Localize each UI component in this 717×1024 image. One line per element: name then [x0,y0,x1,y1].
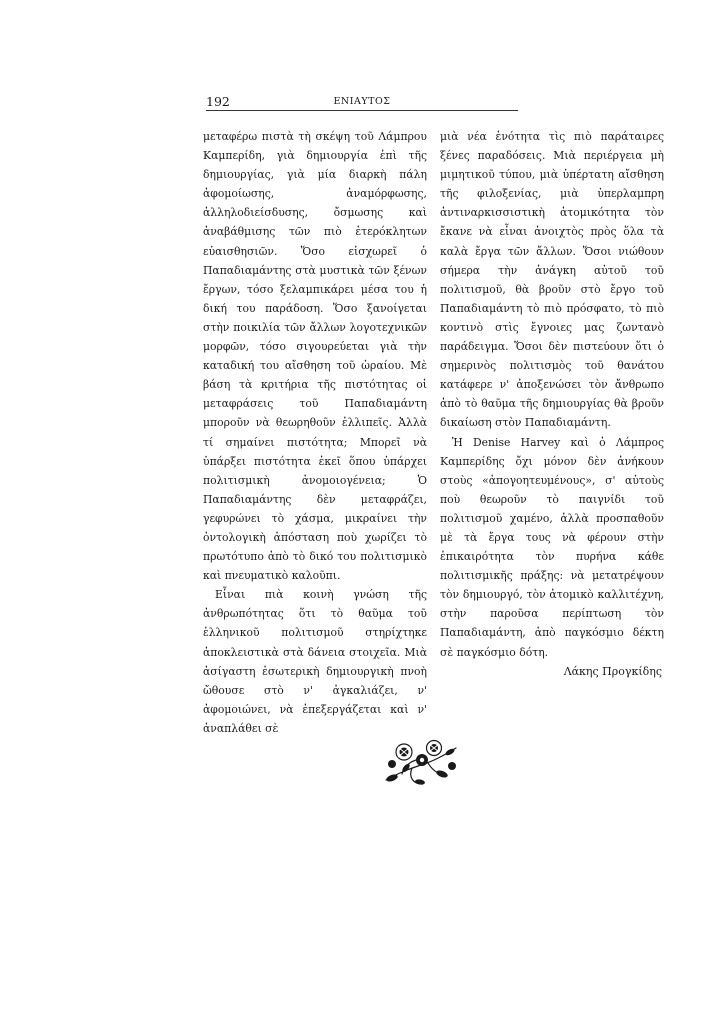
running-title: ΕΝΙΑΥΤΟΣ [333,96,391,107]
right-column [440,127,664,681]
left-column [203,127,427,738]
page-number: 192 [206,94,230,109]
author-signature: Λάκης Προγκίδης [563,664,662,678]
paragraph: Ἡ Denise Harvey καὶ ὁ Λάμπρος Καμπερίδης ὄχι μόνον δὲν ἀνήκουν στοὺς «ἀπογοητευμένους», σ' αὐτοὺς ποὺ θεωροῦν τὸ παιγνίδι τοῦ πολιτισμοῦ χαμένο, ἀλλὰ προσπαθοῦν μὲ τὰ ἔργα τους νὰ φέρουν στὴν ἐπικαιρότητα τὸν πυρήνα κάθε πολιτισμικῆς πράξης: νὰ μετατρέψουν τὸν δημιουργό, τὸν ἀτομικὸ καλλιτέχνη, στὴν παροῦσα περίπτωση τὸν Παπαδιαμάντη, ἀπὸ παγκόσμιο δέκτη σὲ παγκόσμιο δότη. [440,435,664,659]
floral-vignette-icon [382,738,460,788]
paragraph: μιὰ νέα ἑνότητα τὶς πιὸ παράταιρες ξένες παραδόσεις. Μιὰ περιέργεια μὴ μιμητικοῦ τύπου, μιὰ ὑπέρτατη αἴσθηση τῆς φιλοξενίας, μιὰ ὑπερλαμπρη ἀντιναρκισσιστικὴ ἀτομικότητα τὸν ἔκανε νὰ εἶναι ἀνοιχτὸς πρὸς ὅλα τὰ καλὰ ἔργα τῶν ἄλλων. Ὅσοι νιώθουν σήμερα τὴν ἀνάγκη αὐτοῦ τοῦ πολιτισμοῦ, θὰ βροῦν στὸ ἔργο τοῦ Παπαδιαμάντη τὸ πιὸ πρόσφατο, τὸ πιὸ κοντινὸ στὶς ἔγνοιες μας ζωντανὸ παράδειγμα. Ὅσοι δὲν πιστεύουν ὅτι ὁ σημερινὸς πολιτισμὸς τοῦ θανάτου κατάφερε ν' ἀποξενώσει τὸν ἄνθρωπο ἀπὸ τὸ θαῦμα τῆς δημιουργίας θὰ βροῦν δικαίωση στὸν Παπαδιαμάντη. [440,130,664,430]
running-header [206,96,518,111]
paragraph: Εἶναι πιὰ κοινὴ γνώση τῆς ἀνθρωπότητας ὅτι τὸ θαῦμα τοῦ ἑλληνικοῦ πολιτισμοῦ στηρίχτηκε ἀποκλειστικὰ στὰ δάνεια στοιχεῖα. Μιὰ ἀσίγαστη ἐσωτερικὴ δημιουργικὴ πνοὴ ὤθουσε στὸ ν' ἀγκαλιάζει, ν' ἀφομοιώνει, νὰ ἐπεξεργάζεται καὶ ν' ἀναπλάθει σὲ [203,588,427,735]
paragraph: μεταφέρω πιστὰ τὴ σκέψη τοῦ Λάμπρου Καμπερίδη, γιὰ δημιουργία ἐπὶ τῆς δημιουργίας, γιὰ μία διαρκὴ πάλη ἀφομοίωσης, ἀναμόρφωσης, ἀλληλοδιείσδυσης, ὄσμωσης καὶ ἀναβάθμισης τῶν πιὸ ἑτερόκλητων εὐαισθησιῶν. Ὅσο εἰσχωρεῖ ὁ Παπαδιαμάντης στὰ μυστικὰ τῶν ξένων ἔργων, τόσο ξελαμπικάρει μέσα του ἡ δική του παράδοση. Ὅσο ξανοίγεται στὴν ποικιλία τῶν ἄλλων λογοτεχνικῶν μορφῶν, τόσο σιγουρεύεται γιὰ τὴν καταδική του αἴσθηση τοῦ ὡραίου. Μὲ βάση τὰ κριτήρια τῆς πιστότητας οἱ μεταφράσεις τοῦ Παπαδιαμάντη μποροῦν νὰ θεωρηθοῦν ἐλλιπεῖς. Ἀλλὰ τί σημαίνει πιστότητα; Μπορεῖ νὰ ὑπάρξει πιστότητα ἐκεῖ ὅπου ὑπάρχει πολιτισμικὴ ἀνομοιογένεια; Ὁ Παπαδιαμάντης δὲν μεταφράζει, γεφυρώνει τὸ χάσμα, μικραίνει τὴν ὀντολογικὴ ἀπόσταση ποὺ χωρίζει τὸ πρωτότυπο ἀπὸ τὸ δικό του πολιτισμικὸ καὶ πνευματικὸ καλοῦπι. [203,130,427,583]
